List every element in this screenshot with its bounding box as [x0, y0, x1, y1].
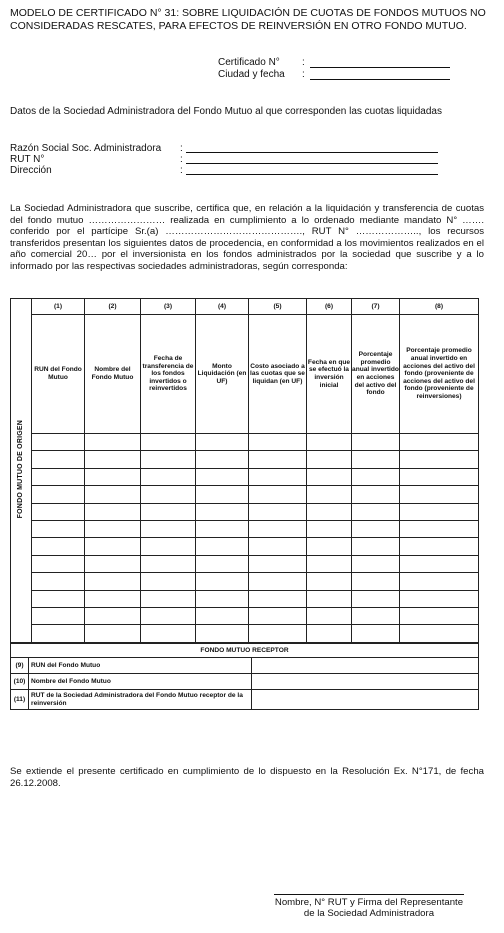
table-cell[interactable]	[249, 625, 307, 642]
table-cell[interactable]	[400, 573, 479, 590]
table-cell[interactable]	[352, 503, 400, 520]
table-cell[interactable]	[307, 625, 352, 642]
table-cell[interactable]	[32, 451, 85, 468]
table-row	[11, 607, 479, 624]
table-cell[interactable]	[352, 468, 400, 485]
certificate-number-sep: :	[302, 57, 305, 68]
table-row	[11, 555, 479, 572]
col-number: (8)	[400, 299, 479, 315]
table-cell[interactable]	[307, 451, 352, 468]
table-row	[11, 451, 479, 468]
col-header-porcentaje: Porcentaje promedio anual invertido en acciones del activo del fondo	[352, 315, 400, 434]
table-cell[interactable]	[249, 590, 307, 607]
receptor-row-label: RUN del Fondo Mutuo	[29, 658, 252, 674]
rut-field[interactable]	[186, 163, 438, 164]
table-cell[interactable]	[32, 520, 85, 537]
col-header-fecha-transferencia: Fecha de transferencia de los fondos invertidos o reinvertidos	[141, 315, 196, 434]
table-row	[11, 625, 479, 642]
table-cell[interactable]	[249, 503, 307, 520]
origin-side-cell	[11, 299, 32, 643]
col-header-nombre: Nombre del Fondo Mutuo	[85, 315, 141, 434]
certificate-number-field[interactable]	[310, 67, 450, 68]
document-title: MODELO DE CERTIFICADO N° 31: SOBRE LIQUIDACIÓN DE CUOTAS DE FONDOS MUTUOS NO CONSIDERADAS RESCATES, PARA EFECTOS DE REINVERSIÓN EN OTRO FONDO MUTUO.	[10, 7, 486, 32]
table-cell[interactable]	[196, 503, 249, 520]
table-cell[interactable]	[85, 573, 141, 590]
table-cell[interactable]	[85, 520, 141, 537]
table-row	[11, 573, 479, 590]
table-cell[interactable]	[141, 503, 196, 520]
col-header-run: RUN del Fondo Mutuo	[32, 315, 85, 434]
table-cell[interactable]	[249, 538, 307, 555]
table-cell[interactable]	[307, 573, 352, 590]
table-cell[interactable]	[141, 625, 196, 642]
closing-statement: Se extiende el presente certificado en cumplimiento de lo dispuesto en la Resolución Ex. N°171, de fecha 26.12.2008.	[10, 766, 484, 789]
table-cell[interactable]	[249, 573, 307, 590]
receptor-row-number: (11)	[11, 690, 29, 710]
col-header-monto: Monto Liquidación (en UF)	[196, 315, 249, 434]
signature-caption	[266, 897, 472, 919]
table-cell[interactable]	[196, 607, 249, 624]
table-cell[interactable]	[141, 590, 196, 607]
col-header-costo: Costo asociado a las cuotas que se liquidan (en UF)	[249, 315, 307, 434]
table-cell[interactable]	[196, 434, 249, 451]
table-cell[interactable]	[85, 590, 141, 607]
table-row	[11, 520, 479, 537]
table-row	[11, 590, 479, 607]
table-cell[interactable]	[400, 503, 479, 520]
table-cell[interactable]	[249, 451, 307, 468]
table-cell[interactable]	[141, 434, 196, 451]
table-cell[interactable]	[196, 555, 249, 572]
col-number: (6)	[307, 299, 352, 315]
table-cell[interactable]	[249, 434, 307, 451]
col-number: (2)	[85, 299, 141, 315]
table-cell[interactable]	[307, 486, 352, 503]
certificate-number-label: Certificado N°	[218, 57, 280, 68]
table-cell[interactable]	[400, 625, 479, 642]
table-cell[interactable]	[400, 468, 479, 485]
table-cell[interactable]	[400, 590, 479, 607]
signature-caption-line-2: de la Sociedad Administradora	[303, 908, 435, 919]
table-cell[interactable]	[400, 555, 479, 572]
table-cell[interactable]	[196, 451, 249, 468]
razon-social-sep: :	[180, 143, 183, 154]
table-cell[interactable]	[141, 607, 196, 624]
table-cell[interactable]	[85, 486, 141, 503]
col-number: (3)	[141, 299, 196, 315]
table-cell[interactable]	[85, 538, 141, 555]
certification-paragraph: La Sociedad Administradora que suscribe, certifica que, en relación a la liquidación y transferencia de cuotas del fondo mutuo …………………… realizada en cumplimiento a lo ordenado mediante mandato N° ……. conferido por el partícipe Sr.(a) ……………………………………., RUT N° ……………….., los recursos transferidos presentan los siguientes datos de procedencia, en conformidad a los movimientos realizados en el año comercial 20… por el inversionista en los fondos administrados por la sociedad que suscribe y a lo informado por las respectivas sociedades administradoras, según corresponda:	[10, 203, 484, 272]
table-cell[interactable]	[307, 538, 352, 555]
signature-caption-line-1: Nombre, N° RUT y Firma del Representante	[274, 897, 464, 908]
table-row	[11, 486, 479, 503]
table-cell[interactable]	[249, 607, 307, 624]
table-row	[11, 434, 479, 451]
direccion-field[interactable]	[186, 174, 438, 175]
table-cell[interactable]	[196, 468, 249, 485]
rut-sep: :	[180, 154, 183, 165]
table-row	[11, 468, 479, 485]
table-cell[interactable]	[307, 555, 352, 572]
rut-label: RUT N°	[10, 154, 45, 165]
table-cell[interactable]	[307, 468, 352, 485]
razon-social-label: Razón Social Soc. Administradora	[10, 143, 162, 154]
receptor-value-cell[interactable]	[252, 690, 479, 710]
table-cell[interactable]	[352, 520, 400, 537]
table-cell[interactable]	[196, 486, 249, 503]
direccion-label: Dirección	[10, 165, 52, 176]
receptor-row-label: RUT de la Sociedad Administradora del Fondo Mutuo receptor de la reinversión	[29, 690, 252, 710]
table-cell[interactable]	[307, 607, 352, 624]
table-cell[interactable]	[85, 468, 141, 485]
table-cell[interactable]	[196, 520, 249, 537]
table-cell[interactable]	[249, 468, 307, 485]
receptor-row-number: (10)	[11, 674, 29, 690]
table-cell[interactable]	[400, 520, 479, 537]
table-cell[interactable]	[32, 607, 85, 624]
table-cell[interactable]	[32, 434, 85, 451]
receptor-title: FONDO MUTUO RECEPTOR	[11, 644, 479, 658]
table-cell[interactable]	[352, 625, 400, 642]
table-cell[interactable]	[32, 625, 85, 642]
col-number: (7)	[352, 299, 400, 315]
table-cell[interactable]	[352, 451, 400, 468]
table-cell[interactable]	[352, 555, 400, 572]
table-cell[interactable]	[352, 486, 400, 503]
table-cell[interactable]	[307, 434, 352, 451]
table-cell[interactable]	[32, 573, 85, 590]
table-cell[interactable]	[32, 538, 85, 555]
origin-fund-table	[10, 298, 479, 643]
table-cell[interactable]	[141, 451, 196, 468]
table-cell[interactable]	[400, 486, 479, 503]
receptor-row-label: Nombre del Fondo Mutuo	[29, 674, 252, 690]
receptor-value-cell[interactable]	[252, 658, 479, 674]
table-cell[interactable]	[141, 520, 196, 537]
city-date-field[interactable]	[310, 79, 450, 80]
table-cell[interactable]	[352, 434, 400, 451]
table-cell[interactable]	[32, 486, 85, 503]
table-cell[interactable]	[85, 607, 141, 624]
table-cell[interactable]	[249, 520, 307, 537]
table-cell[interactable]	[32, 503, 85, 520]
table-cell[interactable]	[141, 538, 196, 555]
city-date-sep: :	[302, 69, 305, 80]
table-cell[interactable]	[249, 486, 307, 503]
table-cell[interactable]	[141, 555, 196, 572]
table-cell[interactable]	[196, 625, 249, 642]
table-cell[interactable]	[400, 451, 479, 468]
table-cell[interactable]	[141, 573, 196, 590]
col-number: (4)	[196, 299, 249, 315]
table-cell[interactable]	[85, 555, 141, 572]
admin-section-heading: Datos de la Sociedad Administradora del Fondo Mutuo al que corresponden las cuotas liquidadas	[10, 106, 442, 117]
table-cell[interactable]	[85, 625, 141, 642]
table-cell[interactable]	[196, 538, 249, 555]
table-cell[interactable]	[352, 538, 400, 555]
table-cell[interactable]	[400, 607, 479, 624]
signature-line[interactable]	[274, 894, 464, 895]
table-cell[interactable]	[352, 590, 400, 607]
table-cell[interactable]	[32, 555, 85, 572]
table-cell[interactable]	[400, 538, 479, 555]
receptor-fund-table	[10, 643, 479, 710]
table-cell[interactable]	[85, 503, 141, 520]
table-cell[interactable]	[249, 555, 307, 572]
razon-social-field[interactable]	[186, 152, 438, 153]
table-row	[11, 503, 479, 520]
col-header-fecha-inversion: Fecha en que se efectuó la inversión inicial	[307, 315, 352, 434]
origin-side-label: FONDO MUTUO DE ORIGEN	[17, 419, 25, 519]
direccion-sep: :	[180, 165, 183, 176]
receptor-row-number: (9)	[11, 658, 29, 674]
receptor-value-cell[interactable]	[252, 674, 479, 690]
table-cell[interactable]	[196, 573, 249, 590]
table-cell[interactable]	[400, 434, 479, 451]
table-row	[11, 538, 479, 555]
table-cell[interactable]	[85, 451, 141, 468]
table-cell[interactable]	[307, 590, 352, 607]
col-number: (5)	[249, 299, 307, 315]
table-cell[interactable]	[32, 590, 85, 607]
table-cell[interactable]	[352, 607, 400, 624]
col-header-porcentaje-reinversiones: Porcentaje promedio anual invertido en acciones del activo del fondo (proveniente de acciones del activo del fondo (proveniente de reinversiones)	[400, 315, 479, 434]
col-number: (1)	[32, 299, 85, 315]
table-cell[interactable]	[307, 520, 352, 537]
table-cell[interactable]	[32, 468, 85, 485]
city-date-label: Ciudad y fecha	[218, 69, 285, 80]
table-cell[interactable]	[85, 434, 141, 451]
table-cell[interactable]	[141, 486, 196, 503]
table-cell[interactable]	[307, 503, 352, 520]
table-cell[interactable]	[141, 468, 196, 485]
table-cell[interactable]	[352, 573, 400, 590]
table-cell[interactable]	[196, 590, 249, 607]
